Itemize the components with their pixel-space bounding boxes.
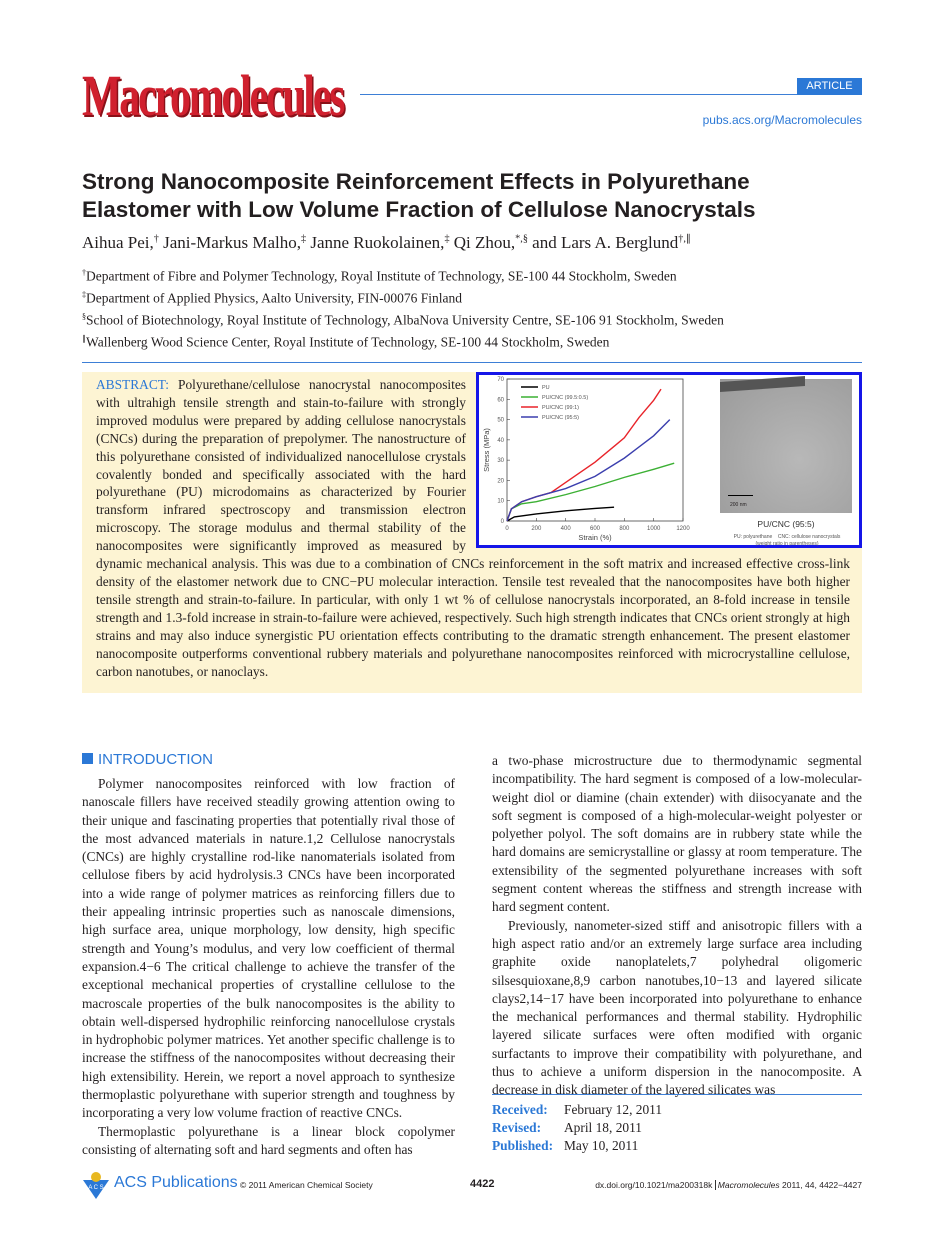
y-tick-label: 0 xyxy=(500,519,504,525)
date-received: Received: February 12, 2011 xyxy=(492,1102,663,1117)
copyright: © 2011 American Chemical Society xyxy=(240,1180,373,1190)
y-tick-label: 20 xyxy=(497,478,504,485)
abstract-box xyxy=(82,372,862,693)
page-number: 4422 xyxy=(470,1178,495,1190)
y-tick-label: 40 xyxy=(497,437,504,444)
y-tick-label: 30 xyxy=(497,458,504,465)
tem-image xyxy=(720,379,852,513)
date-revised: Revised: April 18, 2011 xyxy=(492,1120,642,1135)
author: Jani-Markus Malho,‡ xyxy=(163,233,307,252)
y-axis-label: Stress (MPa) xyxy=(482,428,491,472)
author: Qi Zhou,*,§ xyxy=(453,233,528,252)
x-tick-label: 1200 xyxy=(676,526,690,532)
journal-logo: Macromolecules xyxy=(82,63,344,128)
x-tick-label: 0 xyxy=(505,526,509,532)
toc-graphic xyxy=(476,372,862,548)
paragraph: Polymer nanocomposites reinforced with low fraction of nanoscale fillers have received steadily growing attention owing to their unique and fascinating properties that potentially rival those of the most advanced materials in nature.1,2 Cellulose nanocrystals (CNCs) are highly crystalline rod-like nanomaterials isolated from cellulose fibers by acid hydrolysis.3 CNCs have been incorporated into a wide range of polymer matrices as reinforcing fillers due to their appealing intrinsic properties such as nanoscale dimensions, high surface area, unique morphology, low density, high specific strength and Young’s modulus, and very low coefficient of thermal expansion.4−6 The critical challenge to achieve the transfer of the exceptional mechanical properties of crystalline cellulose to the macroscale properties of the bulk nanocomposites is the ability to obtain well-dispersed hydrophilic reinforcing nanocellulose crystals in hydrophobic polymer matrices. Yet another specific challenge is to increase the stiffness of the nanocomposites without decreasing their high extensibility. Herein, we report a novel approach to synthesize thermoplastic polyurethane with superior strength and toughness by incorporating a very low volume fraction of reactive CNCs. xyxy=(82,776,455,1121)
paragraph: Previously, nanometer-sized stiff and anisotropic fillers with a high aspect ratio and/or an extremely large surface area including graphite oxide nanoplatelets,7 polyhedral oligomeric silsesquioxane,8,9 carbon nanotubes,10−13 and layered silicate clays2,14−17 have been incorporated into polyurethane to enhance the mechanical performances and thermal stability. Hydrophilic layered silicate surfaces were often modified with organic surfactants to improve their compatibility with polyurethane, and thus to achieve a uniform dispersion in the nanocomposite. A decrease in disk diameter of the layered silicates was xyxy=(492,917,862,1098)
scale-bar-label: 200 nm xyxy=(730,502,747,508)
tem-dark-edge xyxy=(720,376,805,392)
affiliation: §School of Biotechnology, Royal Institute of Technology, AlbaNova University Centre, SE-106 91 Stockholm, Sweden xyxy=(82,312,724,328)
series-line xyxy=(507,463,674,521)
date-published: Published: May 10, 2011 xyxy=(492,1138,639,1153)
affiliation: †Department of Fibre and Polymer Technology, Royal Institute of Technology, SE-100 44 Stockholm, Sweden xyxy=(82,268,677,284)
svg-text:A C S: A C S xyxy=(88,1185,104,1191)
article-badge: ARTICLE xyxy=(797,78,862,95)
affiliation: ∥Wallenberg Wood Science Center, Royal Institute of Technology, SE-100 44 Stockholm, Sweden xyxy=(82,334,610,350)
x-axis-label: Strain (%) xyxy=(578,533,612,542)
paragraph: Thermoplastic polyurethane is a linear block copolymer consisting of alternating soft and hard segments and often has xyxy=(82,1123,455,1157)
abstract-label: ABSTRACT: xyxy=(96,377,169,392)
author: and Lars A. Berglund†,∥ xyxy=(532,233,691,252)
legend-label: PU/CNC (95:5) xyxy=(542,415,579,421)
series-line xyxy=(507,420,670,521)
scale-bar xyxy=(728,495,753,496)
publication-dates xyxy=(492,1094,862,1155)
author: Aihua Pei,† xyxy=(82,233,159,252)
plot-frame xyxy=(507,379,683,521)
journal-url-link[interactable]: pubs.acs.org/Macromolecules xyxy=(702,113,862,127)
paper-title: Strong Nanocomposite Reinforcement Effects in Polyurethane Elastomer with Low Volume Fraction of Cellulose Nanocrystals xyxy=(82,169,756,222)
figure-note: PU: polyurethane CNC: cellulose nanocrystals xyxy=(733,534,841,540)
x-tick-label: 400 xyxy=(560,526,571,532)
publisher-name: ACS Publications xyxy=(114,1174,238,1191)
right-column xyxy=(492,752,862,1100)
header-rule xyxy=(360,94,862,95)
series-line xyxy=(507,389,661,521)
x-tick-label: 200 xyxy=(531,526,542,532)
page-footer xyxy=(82,1170,862,1200)
author: Janne Ruokolainen,‡ xyxy=(310,233,450,252)
legend-label: PU/CNC (99:1) xyxy=(542,405,579,411)
square-bullet-icon xyxy=(82,753,93,764)
y-tick-label: 10 xyxy=(497,498,504,505)
legend-label: PU xyxy=(542,385,550,391)
legend-label: PU/CNC (99.5:0.5) xyxy=(542,395,589,401)
y-tick-label: 50 xyxy=(497,417,504,424)
x-tick-label: 1000 xyxy=(646,526,661,532)
divider xyxy=(82,362,862,363)
y-tick-label: 70 xyxy=(497,377,504,383)
figure-note: (weight ratio in parentheses) xyxy=(755,541,819,547)
section-heading-introduction: INTRODUCTION xyxy=(82,751,213,768)
paragraph: a two-phase microstructure due to thermodynamic segmental incompatibility. The hard segment is composed of a low-molecular-weight diol or diamine (chain extender) with diisocyanate and the soft segment is composed of a high-molecular-weight polyester or polyether polyol. The soft domains are in rubbery state while the hard domains are semicrystalline or glassy at room temperature. The extensibility of the segmented polyurethane increases with soft segment content whereas the stiffness and strength increase with hard segment content. xyxy=(492,753,862,915)
x-tick-label: 600 xyxy=(589,526,601,532)
affiliation: ‡Department of Applied Physics, Aalto University, FIN-00076 Finland xyxy=(82,290,463,306)
tem-caption: PU/CNC (95:5) xyxy=(757,519,815,529)
y-tick-label: 60 xyxy=(497,397,504,404)
author-list xyxy=(82,233,691,253)
series-line xyxy=(507,507,614,521)
x-tick-label: 800 xyxy=(619,526,630,532)
acs-logo-icon xyxy=(82,1170,110,1200)
left-column xyxy=(82,775,455,1159)
citation: dx.doi.org/10.1021/ma200318k Macromolecules 2011, 44, 4422−4427 xyxy=(595,1180,862,1190)
abstract-text: Polyurethane/cellulose nanocrystal nanocomposites with ultrahigh tensile strength and stain-to-failure with strongly improved modulus were prepared by adding cellulose nanocrystals (CNCs) during the preparation of prepolymer. The nanostructure of this polyurethane consisted of individualized nanocellulose crystals covalently bonded and specifically associated with the hard polyurethane (PU) microdomains as characterized by Fourier transform infrared spectroscopy and transmission electron microscopy. The storage modulus and thermal stability of the nanocomposites were significantly improved as measured by dynamic mechanical analysis. This was due to a combination of CNCs reinforcement in the soft matrix and increased effective cross-link density of the elastomer network due to CNC−PU molecular interaction. Tensile test revealed that the nanocomposites have both higher tensile strength and strain-to-failure. In particular, with only 1 wt % of cellulose nanocrystals incorporated, an 8-fold increase in tensile strength and 1.3-fold increase in strain-to-failure were achieved, respectively. Such high strength indicates that CNCs orient strongly at high strains and may also induce synergistic PU orientation effects contributing to the dramatic strength enhancement. The present elastomer nanocomposite outperforms conventional rubbery materials and polyurethane nanocomposites reinforced with microcrystalline cellulose, carbon nanotubes, or nanoclays. xyxy=(96,377,850,679)
